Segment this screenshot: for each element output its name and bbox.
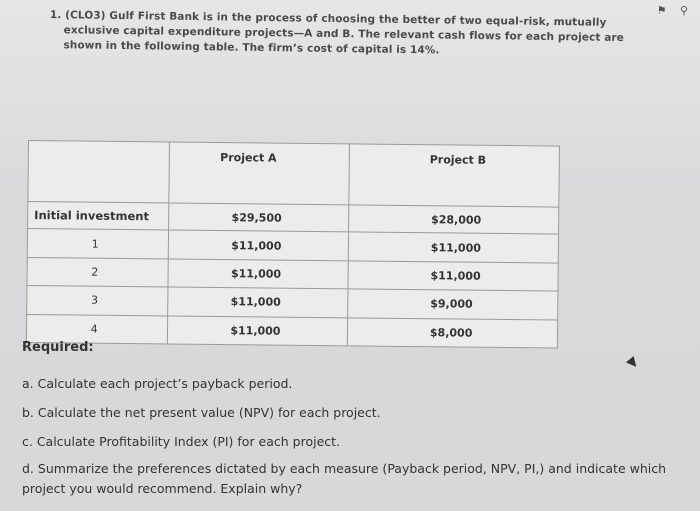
corner-icons [647, 4, 688, 17]
table-header-project-a: Project A [169, 142, 349, 205]
question-text [49, 8, 670, 62]
row-label-initial-investment: Initial investment [28, 201, 170, 230]
required-heading: Required: [22, 340, 94, 355]
search-icon[interactable]: ⚲ [679, 4, 688, 17]
required-item-b: b. Calculate the net present value (NPV) for each project. [22, 405, 381, 420]
cell-project-a: $29,500 [169, 203, 349, 232]
table-header-row [28, 141, 560, 207]
table-header-blank [28, 141, 170, 203]
flag-icon[interactable]: ⚑ [656, 4, 667, 17]
cell-project-a: $11,000 [169, 230, 349, 260]
table-row [26, 314, 557, 348]
row-label-year: 3 [27, 286, 169, 316]
cell-project-a: $11,000 [168, 259, 348, 289]
question-line-1: 1. (CLO3) Gulf First Bank is in the process of choosing the better of two equal-risk, mutually [49, 8, 607, 29]
cursor-icon [626, 356, 640, 370]
cell-project-b: $9,000 [348, 289, 558, 320]
required-list [22, 369, 698, 499]
required-item-d: d. Summarize the preferences dictated by each measure (Payback period, NPV, PI,) and indicate which project you would recommend. Explain why? [22, 461, 667, 496]
required-item-c: c. Calculate Profitability Index (PI) for each project. [22, 434, 341, 449]
cell-project-a: $11,000 [168, 287, 348, 317]
cash-flow-table [26, 140, 560, 349]
cell-project-b: $11,000 [348, 232, 558, 263]
question-line-3: shown in the following table. The firm’s cost of capital is 14%. [63, 39, 440, 57]
row-label-year: 1 [27, 229, 169, 259]
row-label-year: 2 [27, 257, 169, 287]
question-line-2: exclusive capital expenditure projects—A and B. The relevant cash flows for each project are [63, 24, 625, 45]
cell-project-b: $8,000 [347, 317, 557, 348]
cell-project-b: $28,000 [348, 205, 558, 235]
cell-project-a: $11,000 [168, 316, 348, 346]
cash-flow-table-container [26, 140, 560, 349]
required-item-a: a. Calculate each project’s payback period. [22, 376, 293, 391]
row-label-year: 4 [26, 314, 168, 344]
table-header-project-b: Project B [349, 144, 560, 207]
cell-project-b: $11,000 [348, 261, 558, 292]
